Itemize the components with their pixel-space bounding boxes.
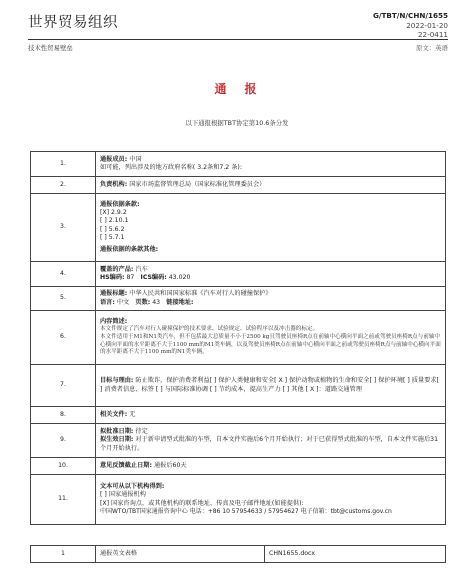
table-row bbox=[31, 365, 446, 407]
row-label: 通报成员: bbox=[100, 155, 128, 163]
org-name: 世界贸易组织 bbox=[28, 15, 118, 31]
attachment-number: 1 bbox=[31, 546, 96, 563]
link-label: 链接地址: bbox=[166, 298, 194, 306]
header-rule bbox=[28, 39, 448, 40]
intro-text: 以下通报根据TBT协定第10.6条分发 bbox=[185, 119, 289, 127]
row-label: 负责机构: bbox=[100, 180, 128, 188]
row-number: 5. bbox=[31, 287, 96, 311]
row-value: 国家市场监督管理总局（国家标准化管理委员会） bbox=[129, 180, 266, 188]
checkbox-item: [ ] 国家通报机构 bbox=[100, 491, 146, 499]
row-label: 通报依据条款: bbox=[100, 201, 140, 209]
language-label: 语言: bbox=[100, 298, 115, 306]
row-number: 9. bbox=[31, 424, 96, 458]
row-value: 中华人民共和国国家标准《汽车对行人的碰撞保护》 bbox=[129, 290, 272, 298]
row-value: 通报后60天 bbox=[153, 461, 187, 469]
notification-table bbox=[30, 151, 446, 525]
row-label: 内容简述: bbox=[100, 318, 128, 326]
row-content bbox=[96, 365, 446, 407]
description-line: 本文件适用于M1和N1类汽车，但不包括最大总质量不小于2500 kg且驾驶员座椅R点在前轴中心横向平面之前或驾驶员座椅R点与前轴中心横向平面的水平距离不大于1100 mm的M1类车辆，以及驾驶员座椅R点在前轴中心横向平面之前或驾驶员座椅R点与前轴中心横向平面的水平距离不大于1100 mm的N1类车辆。 bbox=[100, 333, 441, 356]
row-value: 中国 bbox=[129, 155, 142, 163]
row-value: 无 bbox=[129, 410, 136, 418]
row-label: 文本可从以下机构得到: bbox=[100, 483, 165, 491]
ics-value: 43.020 bbox=[168, 274, 191, 281]
language-value: 中文 bbox=[116, 298, 130, 306]
row-number: 10. bbox=[31, 458, 96, 475]
row-number: 2. bbox=[31, 177, 96, 194]
pages-label: 页数: bbox=[135, 298, 151, 306]
page-title: 通 报 bbox=[214, 82, 260, 96]
row-content bbox=[96, 177, 446, 194]
table-row bbox=[31, 262, 446, 287]
row-content bbox=[96, 194, 446, 262]
table-row bbox=[31, 475, 446, 525]
row-label: 目标与理由: bbox=[100, 377, 134, 385]
row-number: 7. bbox=[31, 365, 96, 407]
row-content bbox=[96, 311, 446, 365]
row-number: 11. bbox=[31, 475, 96, 525]
table-row bbox=[31, 407, 446, 424]
row-content bbox=[96, 287, 446, 311]
checkbox-item: [X] 2.9.2 bbox=[100, 209, 127, 217]
row-label: 拟批准日期: bbox=[100, 428, 134, 436]
row-label: 通报依据的条款其他: bbox=[100, 245, 159, 253]
row-extra: 如可能，列出涉及的地方政府名称( 3.2条和7.2 条): bbox=[100, 164, 242, 171]
row-content bbox=[96, 152, 446, 177]
document-date: 2022-01-20 bbox=[406, 20, 448, 30]
attachment-row bbox=[31, 546, 446, 563]
row-content bbox=[96, 262, 446, 287]
pages-value: 43 bbox=[152, 298, 161, 306]
row-value: 防止欺诈，保护消费者利益[ ] 保护人类健康和安全[ X ] 保护动物或植物的生命和安全[ ] 保护环境[ ] 质量要求[ ] 消费者信息、标签 [ ] 与国际标准协调 [ ] 节约成本，提高生产力 [ ] 其他 [ X ]：道路交通管理 bbox=[100, 377, 439, 393]
table-row bbox=[31, 194, 446, 262]
document-code: 22-0411 bbox=[417, 30, 448, 40]
table-row bbox=[31, 177, 446, 194]
hs-label: HS编码: bbox=[100, 274, 125, 281]
row-label: 覆盖的产品: bbox=[100, 265, 134, 273]
row-number: 3. bbox=[31, 194, 96, 262]
row-label: 相关文件: bbox=[100, 410, 128, 418]
row-label: 通报标题: bbox=[100, 290, 128, 298]
table-row bbox=[31, 152, 446, 177]
contact-line: 中国WTO/TBT国家通报咨询中心 电话：+86 10 57954633 / 57954627 电子信箱：tbt@customs.gov.cn bbox=[100, 507, 392, 515]
row-value: 待定 bbox=[135, 428, 148, 436]
row-content bbox=[96, 424, 446, 458]
row-label: 意见反馈截止日期: bbox=[100, 461, 152, 469]
ics-label: ICS编码: bbox=[140, 274, 167, 281]
row-number: 6. bbox=[31, 311, 96, 365]
row-content bbox=[96, 458, 446, 475]
row-value: 对于新申请型式批准的车型，自本文件实施后6个月开始执行；对于已获得型式批准的车型，自本文件实施后31个月开始执行。 bbox=[100, 436, 439, 452]
row-value: 汽车 bbox=[135, 265, 148, 273]
hs-value: 87 bbox=[126, 274, 135, 281]
row-label: 拟生效日期: bbox=[100, 436, 134, 444]
attachment-file-link[interactable]: CHN1655.docx bbox=[265, 546, 446, 563]
row-number: 4. bbox=[31, 262, 96, 287]
checkbox-item: [X] 国家咨询点，或其他机构的联系地址、传真及电子邮件地址(如能提供): bbox=[100, 499, 304, 507]
table-row bbox=[31, 311, 446, 365]
table-row bbox=[31, 424, 446, 458]
document-symbol: G/TBT/N/CHN/1655 bbox=[372, 11, 448, 20]
checkbox-item: [ ] 5.7.1 bbox=[100, 233, 125, 241]
original-language: 原文：英语 bbox=[416, 44, 448, 52]
document-meta bbox=[373, 11, 448, 40]
row-content bbox=[96, 407, 446, 424]
table-row bbox=[31, 287, 446, 311]
row-content bbox=[96, 475, 446, 525]
description-line: 本文件规定了汽车对行人碰撞保护的技术要求、试验规定、试验程序以及冲击器的标定。 bbox=[100, 326, 319, 333]
checkbox-item: [ ] 5.6.2 bbox=[100, 225, 125, 233]
checkbox-item: [ ] 2.10.1 bbox=[100, 217, 129, 225]
committee-name: 技术性贸易壁垒 bbox=[28, 44, 73, 52]
table-row bbox=[31, 458, 446, 475]
row-number: 1. bbox=[31, 152, 96, 177]
attachment-name: 通报英文表格 bbox=[96, 546, 265, 563]
row-number: 8. bbox=[31, 407, 96, 424]
attachment-table bbox=[30, 545, 446, 563]
